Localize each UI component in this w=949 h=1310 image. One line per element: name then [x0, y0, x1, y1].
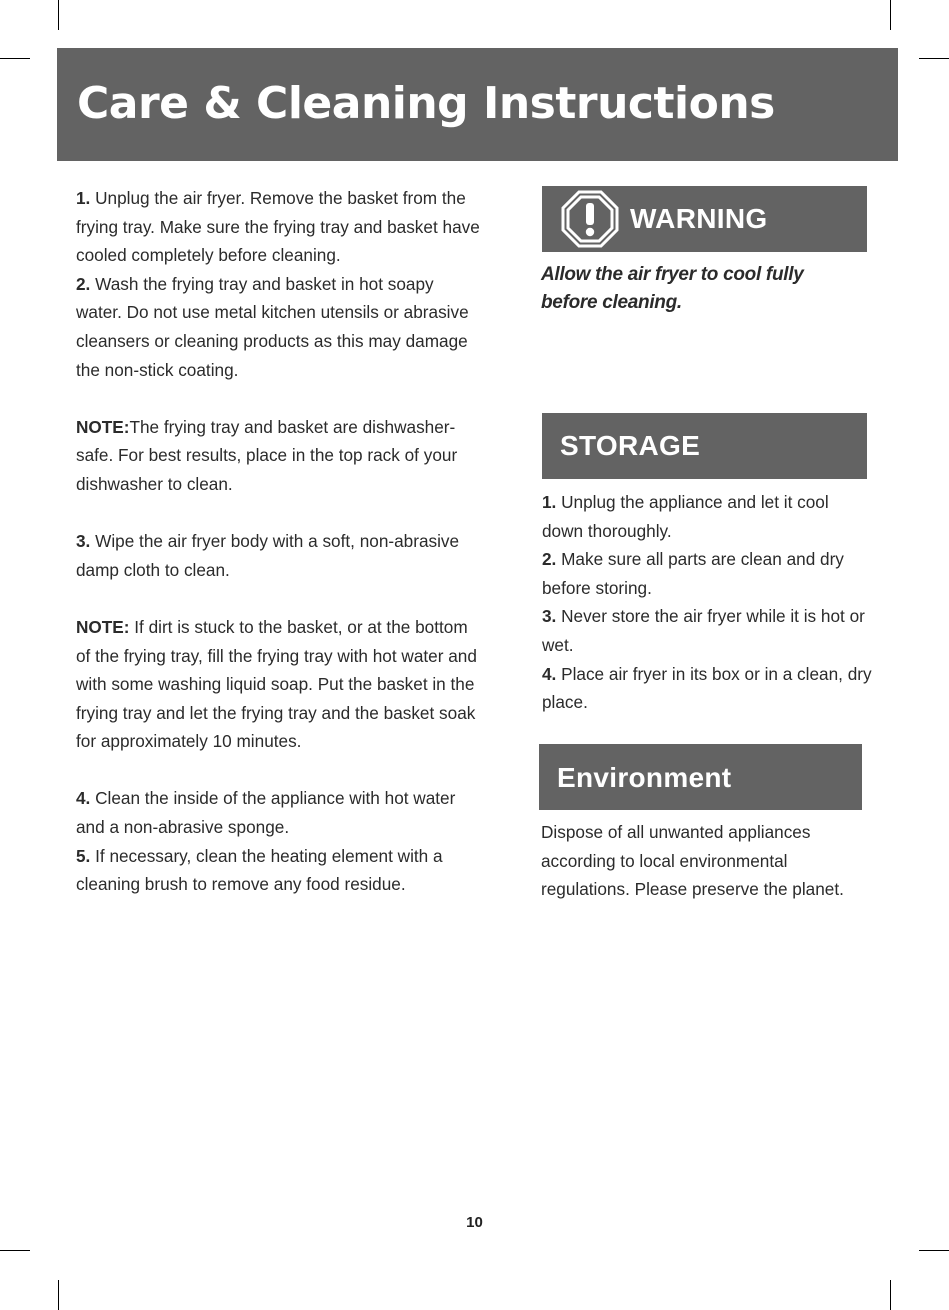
crop-mark [919, 1250, 949, 1251]
page-header [57, 48, 898, 161]
step-text: Wash the frying tray and basket in hot soapy water. Do not use metal kitchen utensils or abrasive cleansers or cleaning products as this may damage the non-stick coating. [76, 273, 469, 380]
step-number: 1. [76, 188, 91, 208]
warning-text: Allow the air fryer to cool fully before cleaning. [541, 264, 804, 313]
cleaning-step-2 [76, 270, 481, 384]
note-dishwasher [76, 413, 481, 499]
page-title: Care & Cleaning Instructions [77, 78, 775, 129]
crop-mark [0, 1250, 30, 1251]
note-soak [76, 613, 481, 756]
step-text: Place air fryer in its box or in a clean, dry place. [542, 663, 872, 713]
environment-section [541, 818, 861, 904]
note-text: The frying tray and basket are dishwasher-safe. For best results, place in the top rack of your dishwasher to clean. [76, 416, 458, 494]
storage-title: STORAGE [560, 430, 701, 461]
step-text: If necessary, clean the heating element with a cleaning brush to remove any food residue. [76, 845, 443, 895]
storage-item [542, 602, 872, 659]
cleaning-step-5 [76, 842, 481, 899]
environment-banner [539, 744, 862, 810]
step-number: 4. [542, 663, 557, 684]
warning-title: WARNING [630, 203, 768, 234]
step-number: 3. [76, 531, 91, 552]
note-text: If dirt is stuck to the basket, or at the bottom of the frying tray, fill the frying tray with hot water and with some washing liquid soap. Put the basket in the frying tray and let the frying tray and the basket soak for approximately 10 minutes. [76, 616, 477, 752]
step-text: Never store the air fryer while it is hot or wet. [542, 606, 865, 655]
cleaning-step-3 [76, 527, 481, 584]
step-number: 1. [542, 492, 557, 512]
storage-item [542, 660, 872, 717]
environment-text: Dispose of all unwanted appliances according to local environmental regulations. Please preserve the planet. [541, 822, 844, 900]
crop-mark [58, 1280, 59, 1310]
step-text: Clean the inside of the appliance with hot water and a non-abrasive sponge. [76, 788, 456, 838]
crop-mark [890, 1280, 891, 1310]
crop-mark [0, 58, 30, 59]
step-text: Unplug the appliance and let it cool down thoroughly. [542, 492, 829, 541]
note-label: NOTE: [76, 416, 130, 437]
crop-mark [890, 0, 891, 30]
note-label: NOTE: [76, 616, 130, 637]
environment-title: Environment [557, 762, 732, 793]
cleaning-instructions [76, 184, 481, 899]
step-text: Wipe the air fryer body with a soft, non-abrasive damp cloth to clean. [76, 531, 460, 580]
crop-mark [58, 0, 59, 30]
page-number: 10 [466, 1214, 483, 1231]
storage-item [542, 488, 872, 545]
exclamation-octagon-icon [560, 189, 620, 249]
step-number: 2. [542, 549, 557, 570]
step-number: 3. [542, 606, 557, 627]
step-text: Unplug the air fryer. Remove the basket from the frying tray. Make sure the frying tray and basket have cooled completely before cleaning. [76, 188, 480, 266]
crop-mark [919, 58, 949, 59]
step-text: Make sure all parts are clean and dry before storing. [542, 549, 844, 598]
storage-item [542, 545, 872, 602]
cleaning-step-4 [76, 784, 481, 841]
storage-banner [542, 413, 867, 479]
warning-banner [542, 186, 867, 252]
storage-list [542, 488, 872, 717]
cleaning-step-1 [76, 184, 481, 270]
step-number: 5. [76, 845, 91, 866]
step-number: 4. [76, 788, 91, 809]
step-number: 2. [76, 273, 91, 294]
